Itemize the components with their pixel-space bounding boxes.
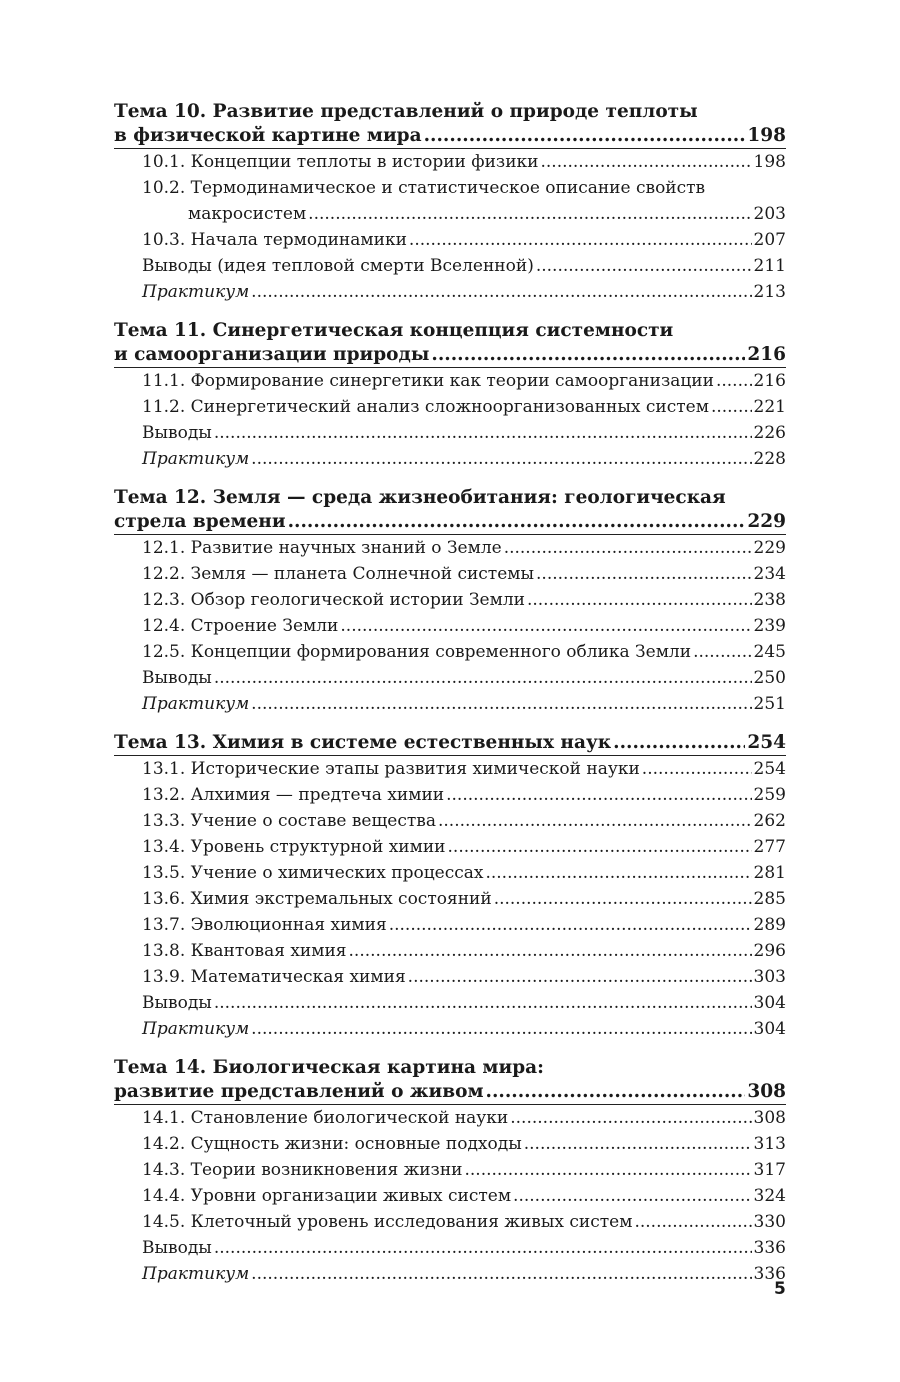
leader-dots: [634, 1209, 751, 1235]
entry-page: 259: [753, 785, 786, 805]
leader-dots: [214, 420, 752, 446]
toc-entry[interactable]: [114, 834, 786, 860]
toc-entry[interactable]: [114, 639, 786, 665]
entry-title: 13.8. Квантовая химия: [142, 941, 347, 961]
topic-title-line: Тема 14. Биологическая картина мира:: [114, 1057, 544, 1078]
entry-title: макросистем: [188, 204, 307, 224]
entry-title: Практикум: [142, 694, 250, 714]
leader-dots: [642, 756, 752, 782]
toc-entry[interactable]: [114, 860, 786, 886]
toc-entry[interactable]: [114, 420, 786, 446]
entry-page: 304: [753, 993, 786, 1013]
topic-title-row: [114, 1080, 786, 1104]
topic-title-row: [114, 731, 786, 755]
entry-page: 330: [753, 1212, 786, 1232]
toc-entry[interactable]: [114, 964, 786, 990]
leader-dots: [446, 782, 751, 808]
toc-topic: [114, 486, 786, 717]
entry-page: 308: [747, 1081, 786, 1102]
entry-title: 11.2. Синергетический анализ сложноорганизованных систем: [142, 397, 709, 417]
entry-page: 324: [753, 1186, 786, 1206]
leader-dots: [486, 1080, 746, 1104]
entry-title: Практикум: [142, 1264, 250, 1284]
entry-title: Выводы: [142, 668, 212, 688]
toc-entry[interactable]: [114, 1131, 786, 1157]
leader-dots: [527, 587, 752, 613]
toc-entry[interactable]: [114, 938, 786, 964]
entry-title: 10.3. Начала термодинамики: [142, 230, 407, 250]
toc-entry[interactable]: [114, 990, 786, 1016]
leader-dots: [214, 990, 752, 1016]
entry-title: 12.5. Концепции формирования современного облика Земли: [142, 642, 692, 662]
entry-page: 254: [747, 732, 786, 753]
topic-heading[interactable]: [114, 486, 786, 534]
entry-title: 13.4. Уровень структурной химии: [142, 837, 446, 857]
entry-page: 198: [753, 152, 786, 172]
topic-title-line: Тема 10. Развитие представлений о природе теплоты: [114, 101, 698, 122]
entry-page: 308: [753, 1108, 786, 1128]
toc-entry[interactable]: [114, 912, 786, 938]
toc-entry[interactable]: [114, 886, 786, 912]
entry-page: 216: [753, 371, 786, 391]
toc-entry[interactable]: [114, 253, 786, 279]
leader-dots: [251, 446, 751, 472]
entry-title: Практикум: [142, 1019, 250, 1039]
entry-title: 14.3. Теории возникновения жизни: [142, 1160, 463, 1180]
toc-entry[interactable]: [114, 227, 786, 253]
topic-title-line: Тема 11. Синергетическая концепция системности: [114, 320, 674, 341]
leader-dots: [251, 1261, 751, 1287]
leader-dots: [513, 1183, 752, 1209]
leader-dots: [389, 912, 752, 938]
entry-title: Практикум: [142, 449, 250, 469]
entry-title: 13.2. Алхимия — предтеча химии: [142, 785, 445, 805]
leader-dots: [510, 1105, 751, 1131]
leader-dots: [524, 1131, 752, 1157]
entry-title: стрела времени: [114, 511, 286, 532]
toc-topic: [114, 100, 786, 305]
entry-page: 277: [753, 837, 786, 857]
leader-dots: [716, 368, 752, 394]
leader-dots: [251, 1016, 751, 1042]
toc-entry[interactable]: [114, 1105, 786, 1131]
toc-entry[interactable]: [114, 691, 786, 717]
toc-entry[interactable]: [114, 561, 786, 587]
entry-title: Практикум: [142, 282, 250, 302]
entry-title: 13.3. Учение о составе вещества: [142, 811, 436, 831]
entry-page: 296: [753, 941, 786, 961]
entry-title: 13.7. Эволюционная химия: [142, 915, 387, 935]
entry-page: 313: [753, 1134, 786, 1154]
toc-topic: [114, 1056, 786, 1287]
leader-dots: [711, 394, 752, 420]
entry-title: Выводы (идея тепловой смерти Вселенной): [142, 256, 534, 276]
topic-heading[interactable]: [114, 100, 786, 148]
entry-title: 13.9. Математическая химия: [142, 967, 406, 987]
toc-topic: [114, 731, 786, 1042]
entry-title: 12.3. Обзор геологической истории Земли: [142, 590, 525, 610]
entry-title: Выводы: [142, 993, 212, 1013]
topic-heading[interactable]: [114, 731, 786, 755]
entry-title: 13.5. Учение о химических процессах: [142, 863, 484, 883]
entry-page: 289: [753, 915, 786, 935]
leader-dots: [251, 691, 751, 717]
entry-page: 239: [753, 616, 786, 636]
page-number: 5: [774, 1279, 786, 1299]
entry-page: 211: [753, 256, 786, 276]
topic-title-row: [114, 343, 786, 367]
toc-entry[interactable]: [114, 782, 786, 808]
toc-entry[interactable]: [114, 1157, 786, 1183]
entry-title: и самоорганизации природы: [114, 344, 430, 365]
entry-title: 13.1. Исторические этапы развития химической науки: [142, 759, 640, 779]
entry-page: 221: [753, 397, 786, 417]
topic-title-line: Тема 12. Земля — среда жизнеобитания: геологическая: [114, 487, 726, 508]
topic-heading[interactable]: [114, 319, 786, 367]
leader-dots: [214, 1235, 752, 1261]
entry-title: 10.1. Концепции теплоты в истории физики: [142, 152, 539, 172]
toc-entry[interactable]: [114, 587, 786, 613]
entry-title: 12.4. Строение Земли: [142, 616, 339, 636]
toc-entry[interactable]: [114, 808, 786, 834]
entry-title: 14.5. Клеточный уровень исследования живых систем: [142, 1212, 633, 1232]
toc-entry[interactable]: [114, 394, 786, 420]
entry-page: 203: [753, 204, 786, 224]
leader-dots: [308, 201, 751, 227]
entry-title: 14.2. Сущность жизни: основные подходы: [142, 1134, 522, 1154]
toc-entry[interactable]: [114, 446, 786, 472]
entry-page: 336: [753, 1238, 786, 1258]
toc-entry[interactable]: [114, 1016, 786, 1042]
entry-title: 13.6. Химия экстремальных состояний: [142, 889, 492, 909]
toc-entry[interactable]: [114, 756, 786, 782]
leader-dots: [448, 834, 752, 860]
entry-page: 254: [753, 759, 786, 779]
entry-page: 226: [753, 423, 786, 443]
leader-dots: [431, 343, 745, 367]
leader-dots: [408, 964, 752, 990]
toc-entry[interactable]: [114, 1235, 786, 1261]
entry-page: 207: [753, 230, 786, 250]
leader-dots: [613, 731, 745, 755]
entry-title: 12.1. Развитие научных знаний о Земле: [142, 538, 502, 558]
leader-dots: [214, 665, 752, 691]
leader-dots: [251, 279, 751, 305]
table-of-contents: [114, 100, 786, 1301]
entry-page: 303: [753, 967, 786, 987]
entry-page: 336: [753, 1264, 786, 1284]
entry-page: 238: [753, 590, 786, 610]
entry-page: 229: [747, 511, 786, 532]
entry-continuation: [114, 201, 786, 227]
entry-title-line: 10.2. Термодинамическое и статистическое описание свойств: [142, 178, 706, 198]
entry-title: 14.1. Становление биологической науки: [142, 1108, 509, 1128]
entry-page: 262: [753, 811, 786, 831]
topic-title-row: [114, 124, 786, 148]
leader-dots: [340, 613, 751, 639]
toc-entry[interactable]: [114, 1209, 786, 1235]
leader-dots: [349, 938, 752, 964]
entry-page: 317: [753, 1160, 786, 1180]
topic-heading[interactable]: [114, 1056, 786, 1104]
entry-page: 251: [753, 694, 786, 714]
entry-page: 213: [753, 282, 786, 302]
entry-title: 12.2. Земля — планета Солнечной системы: [142, 564, 535, 584]
toc-entry[interactable]: [114, 175, 786, 227]
toc-entry[interactable]: [114, 613, 786, 639]
entry-page: 304: [753, 1019, 786, 1039]
leader-dots: [288, 510, 746, 534]
toc-entry[interactable]: [114, 279, 786, 305]
toc-entry[interactable]: [114, 665, 786, 691]
leader-dots: [465, 1157, 752, 1183]
leader-dots: [485, 860, 751, 886]
toc-entry[interactable]: [114, 535, 786, 561]
topic-title-row: [114, 510, 786, 534]
leader-dots: [504, 535, 752, 561]
toc-topic: [114, 319, 786, 472]
entry-title: 11.1. Формирование синергетики как теории самоорганизации: [142, 371, 714, 391]
leader-dots: [424, 124, 746, 148]
leader-dots: [438, 808, 752, 834]
leader-dots: [693, 639, 751, 665]
entry-title: Выводы: [142, 423, 212, 443]
entry-page: 229: [753, 538, 786, 558]
leader-dots: [409, 227, 752, 253]
entry-page: 198: [747, 125, 786, 146]
leader-dots: [540, 149, 751, 175]
toc-entry[interactable]: [114, 1261, 786, 1287]
entry-page: 216: [747, 344, 786, 365]
entry-page: 285: [753, 889, 786, 909]
entry-title: Выводы: [142, 1238, 212, 1258]
leader-dots: [536, 561, 752, 587]
toc-entry[interactable]: [114, 1183, 786, 1209]
entry-page: 234: [753, 564, 786, 584]
toc-entry[interactable]: [114, 149, 786, 175]
entry-page: 228: [753, 449, 786, 469]
leader-dots: [494, 886, 752, 912]
entry-title: развитие представлений о живом: [114, 1081, 484, 1102]
entry-page: 281: [753, 863, 786, 883]
leader-dots: [536, 253, 752, 279]
entry-page: 245: [753, 642, 786, 662]
toc-entry[interactable]: [114, 368, 786, 394]
entry-title: Тема 13. Химия в системе естественных наук: [114, 732, 612, 753]
entry-title: 14.4. Уровни организации живых систем: [142, 1186, 512, 1206]
entry-title: в физической картине мира: [114, 125, 422, 146]
entry-page: 250: [753, 668, 786, 688]
